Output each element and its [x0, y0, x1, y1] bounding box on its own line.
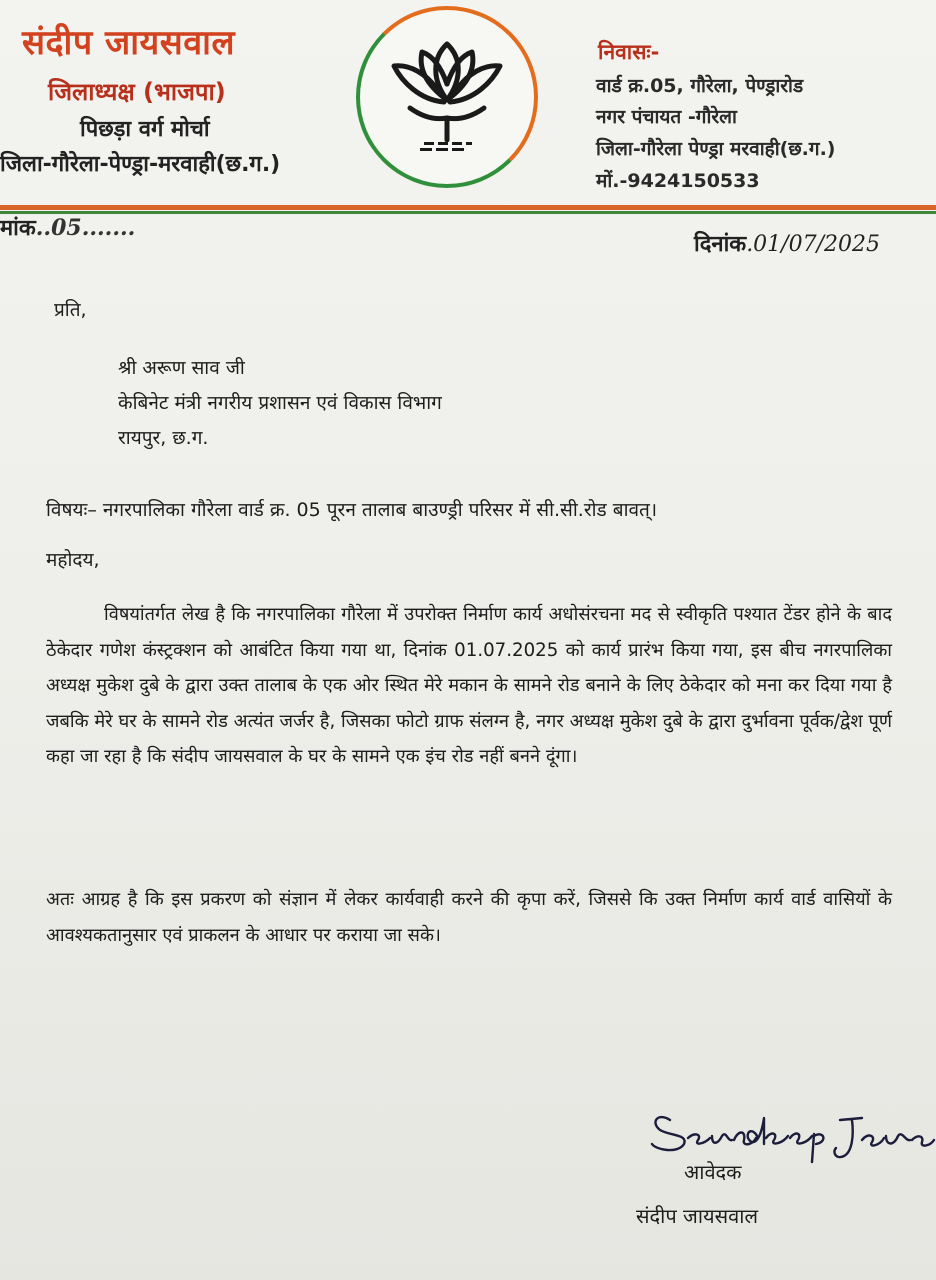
letterhead-district: जिला-गौरेला-पेण्ड्रा-मरवाही(छ.ग.): [0, 152, 281, 177]
address-line-2: नगर पंचायत -गौरेला: [596, 106, 737, 128]
header-rule-green: [0, 211, 936, 214]
phone-number: मों.-9424150533: [596, 170, 760, 192]
recipient-name: श्री अरूण साव जी: [118, 357, 245, 379]
header-rule-orange: [0, 205, 936, 210]
date-label: दिनांक: [694, 232, 747, 257]
residence-heading: निवासः-: [598, 40, 660, 64]
address-line-1: वार्ड क्र.05, गौरेला, पेण्ड्रारोड: [596, 75, 804, 97]
greeting: महोदय,: [46, 549, 100, 571]
reference-label: मांक: [0, 216, 36, 241]
recipient-designation: केबिनेट मंत्री नगरीय प्रशासन एवं विकास विभाग: [118, 392, 442, 414]
signature-role: आवेदक: [684, 1160, 742, 1184]
subject-line: विषयः– नगरपालिका गौरेला वार्ड क्र. 05 पूरन तालाब बाउण्ड्री परिसर में सी.सी.रोड बावत्।: [46, 499, 658, 521]
reference-value: ..05.......: [35, 215, 136, 241]
letterhead-post: जिलाध्यक्ष (भाजपा): [48, 78, 226, 106]
body-paragraph-2: अतः आग्रह है कि इस प्रकरण को संज्ञान में लेकर कार्यवाही करने की कृपा करें, जिससे कि उक्त निर्माण कार्य वार्ड वासियों के आवश्यकतानुसार एवं प्राकलन के आधार पर कराया जा सके।: [46, 889, 892, 946]
recipient-place: रायपुर, छ.ग.: [118, 427, 209, 449]
body-paragraph-1: विषयांतर्गत लेख है कि नगरपालिका गौरेला में उपरोक्त निर्माण कार्य अधोसंरचना मद से स्वीकृति पश्यात टेंडर होने के बाद ठेकेदार गणेश कंस्ट्रक्शन को आबंटित किया गया था, दिनांक 01.07.2025 को कार्य प्रारंभ किया गया, इस बीच नगरपालिका अध्यक्ष मुकेश दुबे के द्वारा उक्त तालाब के एक ओर स्थित मेरे मकान के सामने रोड बनाने के लिए ठेकेदार को मना कर दिया गया है जबकि मेरे घर के सामने रोड अत्यंत जर्जर है, जिसका फोटो ग्राफ संलग्न है, नगर अध्यक्ष मुकेश दुबे के द्वारा दुर्भावना पूर्वक/द्वेश पूर्ण कहा जा रहा है कि संदीप जायसवाल के घर के सामने एक इंच रोड नहीं बनने दूंगा।: [46, 604, 892, 767]
address-line-3: जिला-गौरेला पेण्ड्रा मरवाही(छ.ग.): [596, 138, 836, 160]
letterhead-wing: पिछड़ा वर्ग मोर्चा: [80, 117, 210, 142]
lotus-logo-icon: [380, 30, 514, 164]
letterhead-name: संदीप जायसवाल: [22, 23, 235, 63]
to-label: प्रति,: [54, 299, 87, 321]
signature-name: संदीप जायसवाल: [636, 1204, 759, 1228]
letter-date: [694, 228, 880, 258]
date-value: .01/07/2025: [746, 232, 880, 257]
reference-number: [0, 212, 135, 242]
